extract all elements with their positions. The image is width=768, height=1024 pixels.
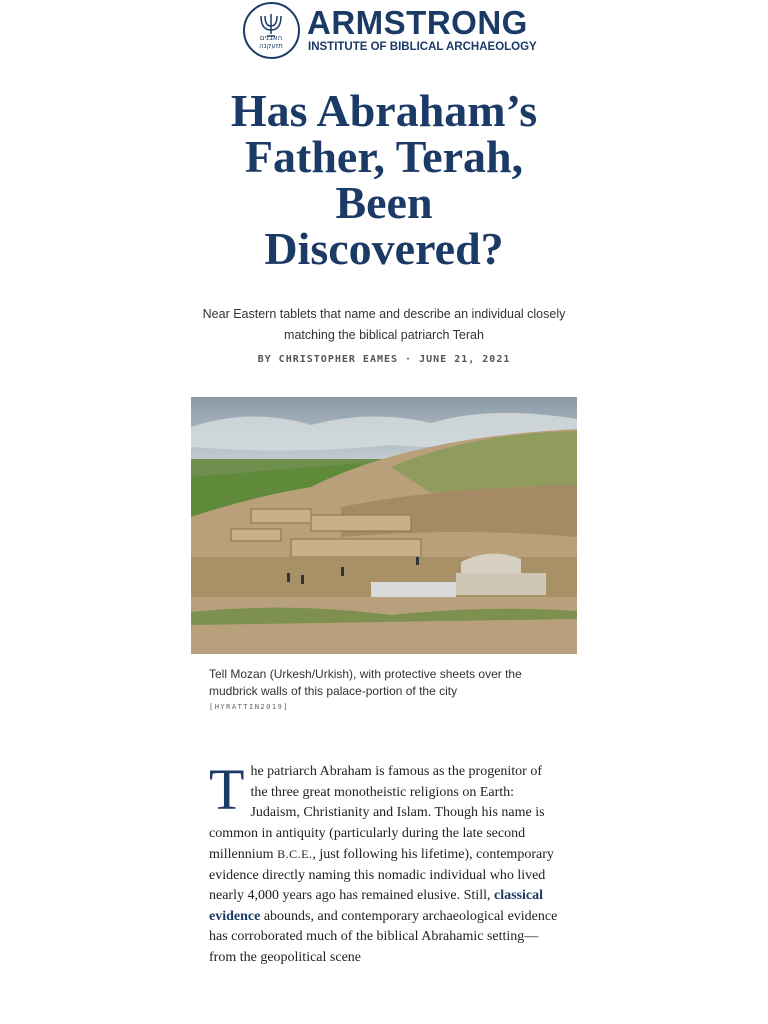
title-line: Been — [335, 177, 433, 228]
seal-emblem — [243, 2, 300, 59]
title-line: Discovered? — [264, 223, 504, 274]
article-subtitle: Near Eastern tablets that name and describe an individual closely matching the biblical patriarch Terah — [202, 307, 566, 342]
body-text: he patriarch Abraham is famous as the progenitor of the three great monotheistic religions on Earth: Judaism, Christianity and Islam. Though his name is common in antiquity (particularly during the late second millennium — [209, 764, 545, 862]
title-line: Has Abraham’s — [230, 85, 538, 136]
brand-name: ARMSTRONG — [307, 4, 528, 41]
image-caption: Tell Mozan (Urkesh/Urkish), with protective sheets over the mudbrick walls of this palace-portion of the city — [209, 667, 522, 698]
article-body — [209, 757, 559, 968]
brand-logo[interactable] — [243, 2, 543, 60]
brand-subtitle: INSTITUTE OF BIBLICAL ARCHAEOLOGY — [308, 41, 537, 53]
title-line: Father, Terah, — [244, 131, 524, 182]
classical-evidence-link[interactable]: classical evidence — [209, 888, 543, 924]
seal-text: האבנים תזעקנה — [259, 34, 283, 50]
article-title — [184, 85, 584, 274]
body-text: abounds, and contemporary archaeological evidence has corroborated much of the biblical Abrahamic setting—from the geopolitical scene — [209, 908, 558, 965]
body-text: , just following his lifetime), contemporary evidence directly naming this nomadic individual who lived nearly 4,000 years ago has remained elusive. Still, — [209, 847, 554, 903]
drop-cap: T — [209, 757, 245, 822]
image-credit: [HYRATTIN2019] — [209, 703, 290, 711]
excavation-photo — [191, 397, 577, 654]
hero-image[interactable] — [191, 397, 577, 654]
byline: BY CHRISTOPHER EAMES · JUNE 21, 2021 — [257, 354, 511, 365]
era-abbreviation: B.C.E. — [277, 847, 313, 861]
